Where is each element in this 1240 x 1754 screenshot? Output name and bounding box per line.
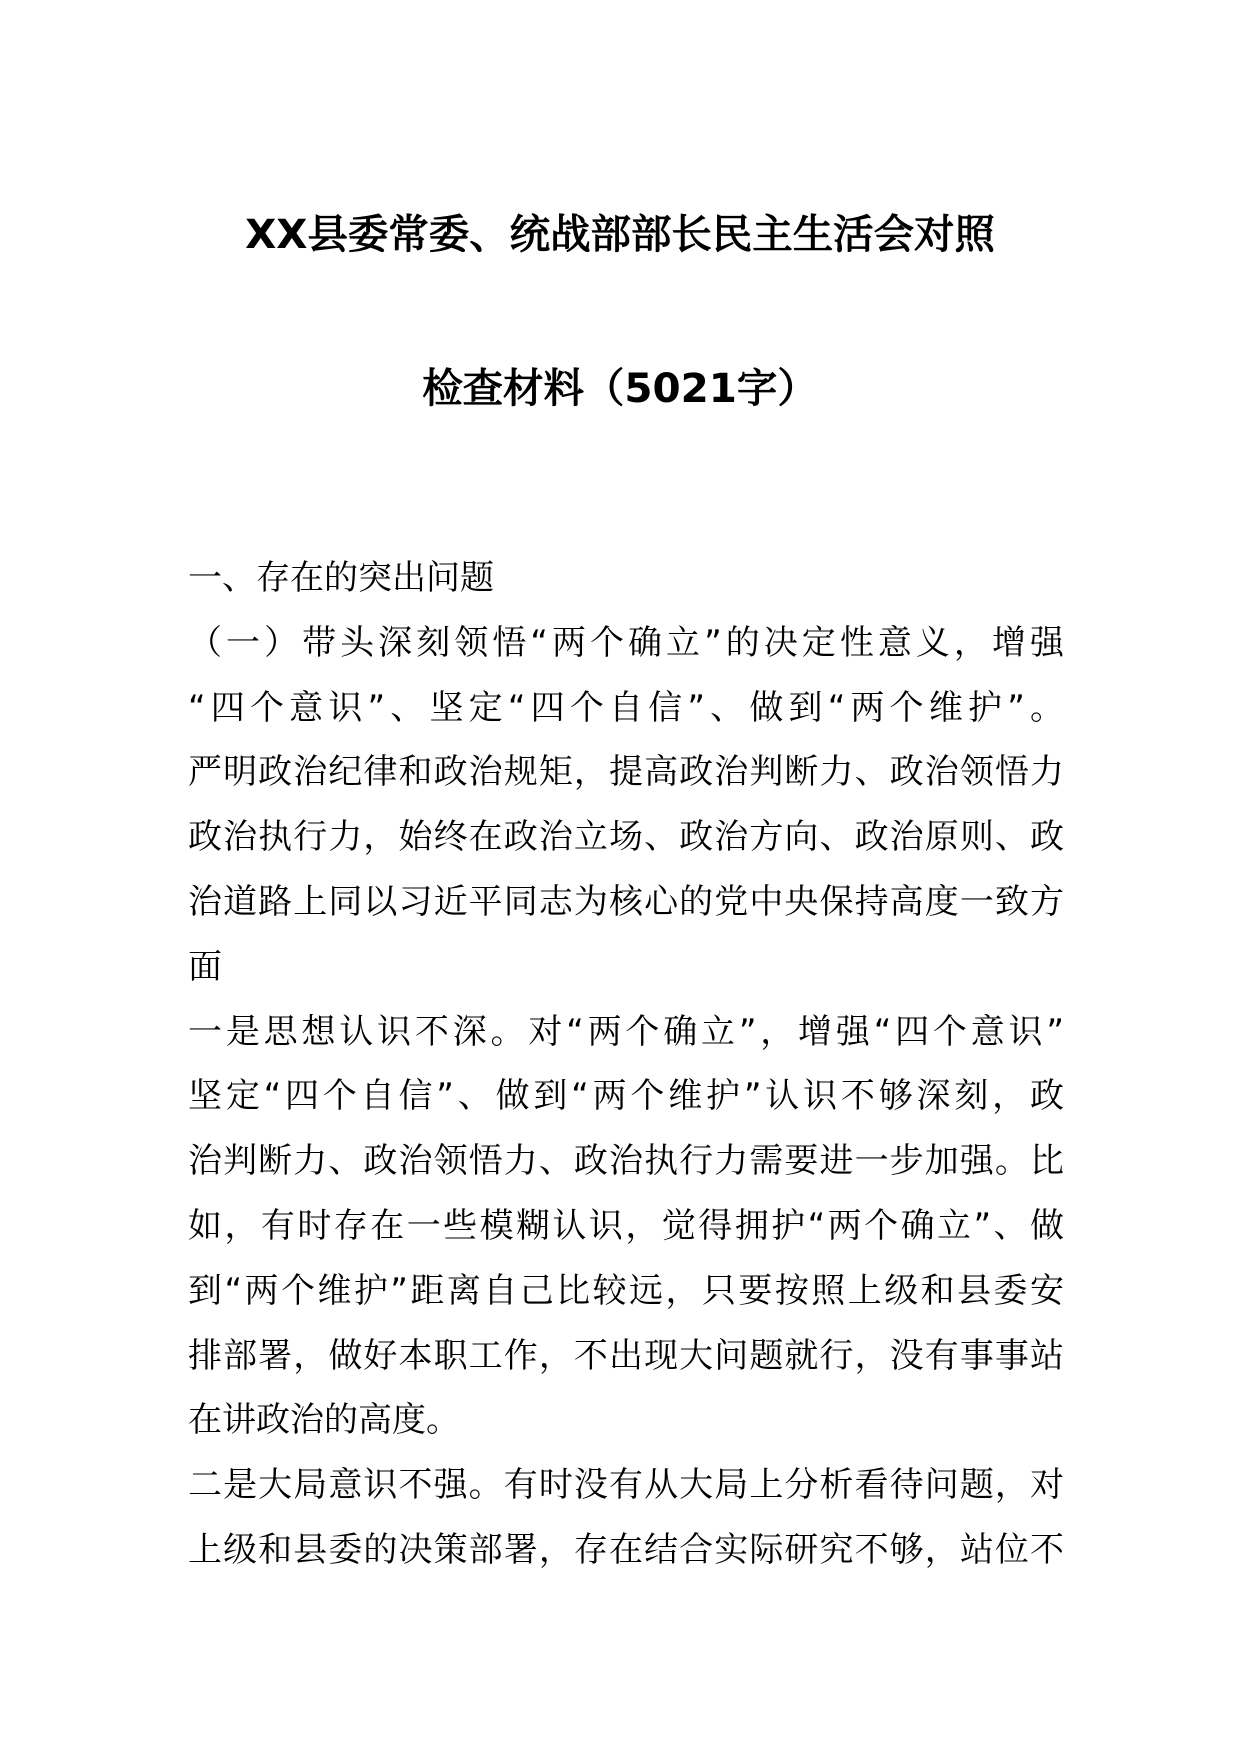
body-line: （一）带头深刻领悟“两个确立”的决定性意义，增强: [188, 622, 1064, 663]
body-line: 如，有时存在一些模糊认识，觉得拥护“两个确立”、做: [188, 1205, 1064, 1246]
document-title-line-2: 检查材料（5021字）: [422, 364, 818, 412]
body-line: 严明政治纪律和政治规矩，提高政治判断力、政治领悟力: [188, 752, 1064, 793]
body-line: 一、存在的突出问题: [188, 558, 494, 598]
body-line: 政治执行力，始终在政治立场、政治方向、政治原则、政: [188, 817, 1064, 858]
body-line: 治判断力、政治领悟力、政治执行力需要进一步加强。比: [188, 1141, 1064, 1182]
body-line: 排部署，做好本职工作，不出现大问题就行，没有事事站: [188, 1335, 1064, 1376]
body-line: 在讲政治的高度。: [188, 1400, 460, 1441]
body-line: 一是思想认识不深。对“两个确立”，增强“四个意识”: [188, 1011, 1064, 1052]
document-body: [188, 546, 1064, 1583]
body-line: 二是大局意识不强。有时没有从大局上分析看待问题，对: [188, 1465, 1064, 1506]
body-line: 坚定“四个自信”、做到“两个维护”认识不够深刻，政: [188, 1076, 1064, 1117]
body-line: 上级和县委的决策部署，存在结合实际研究不够，站位不: [188, 1529, 1064, 1570]
body-line: 到“两个维护”距离自己比较远，只要按照上级和县委安: [188, 1270, 1064, 1311]
document-title-line-1: XX县委常委、统战部部长民主生活会对照: [245, 210, 995, 258]
body-line: 治道路上同以习近平同志为核心的党中央保持高度一致方: [188, 881, 1064, 922]
body-line: 面: [188, 946, 222, 987]
body-line: “四个意识”、坚定“四个自信”、做到“两个维护”。: [188, 687, 1064, 728]
